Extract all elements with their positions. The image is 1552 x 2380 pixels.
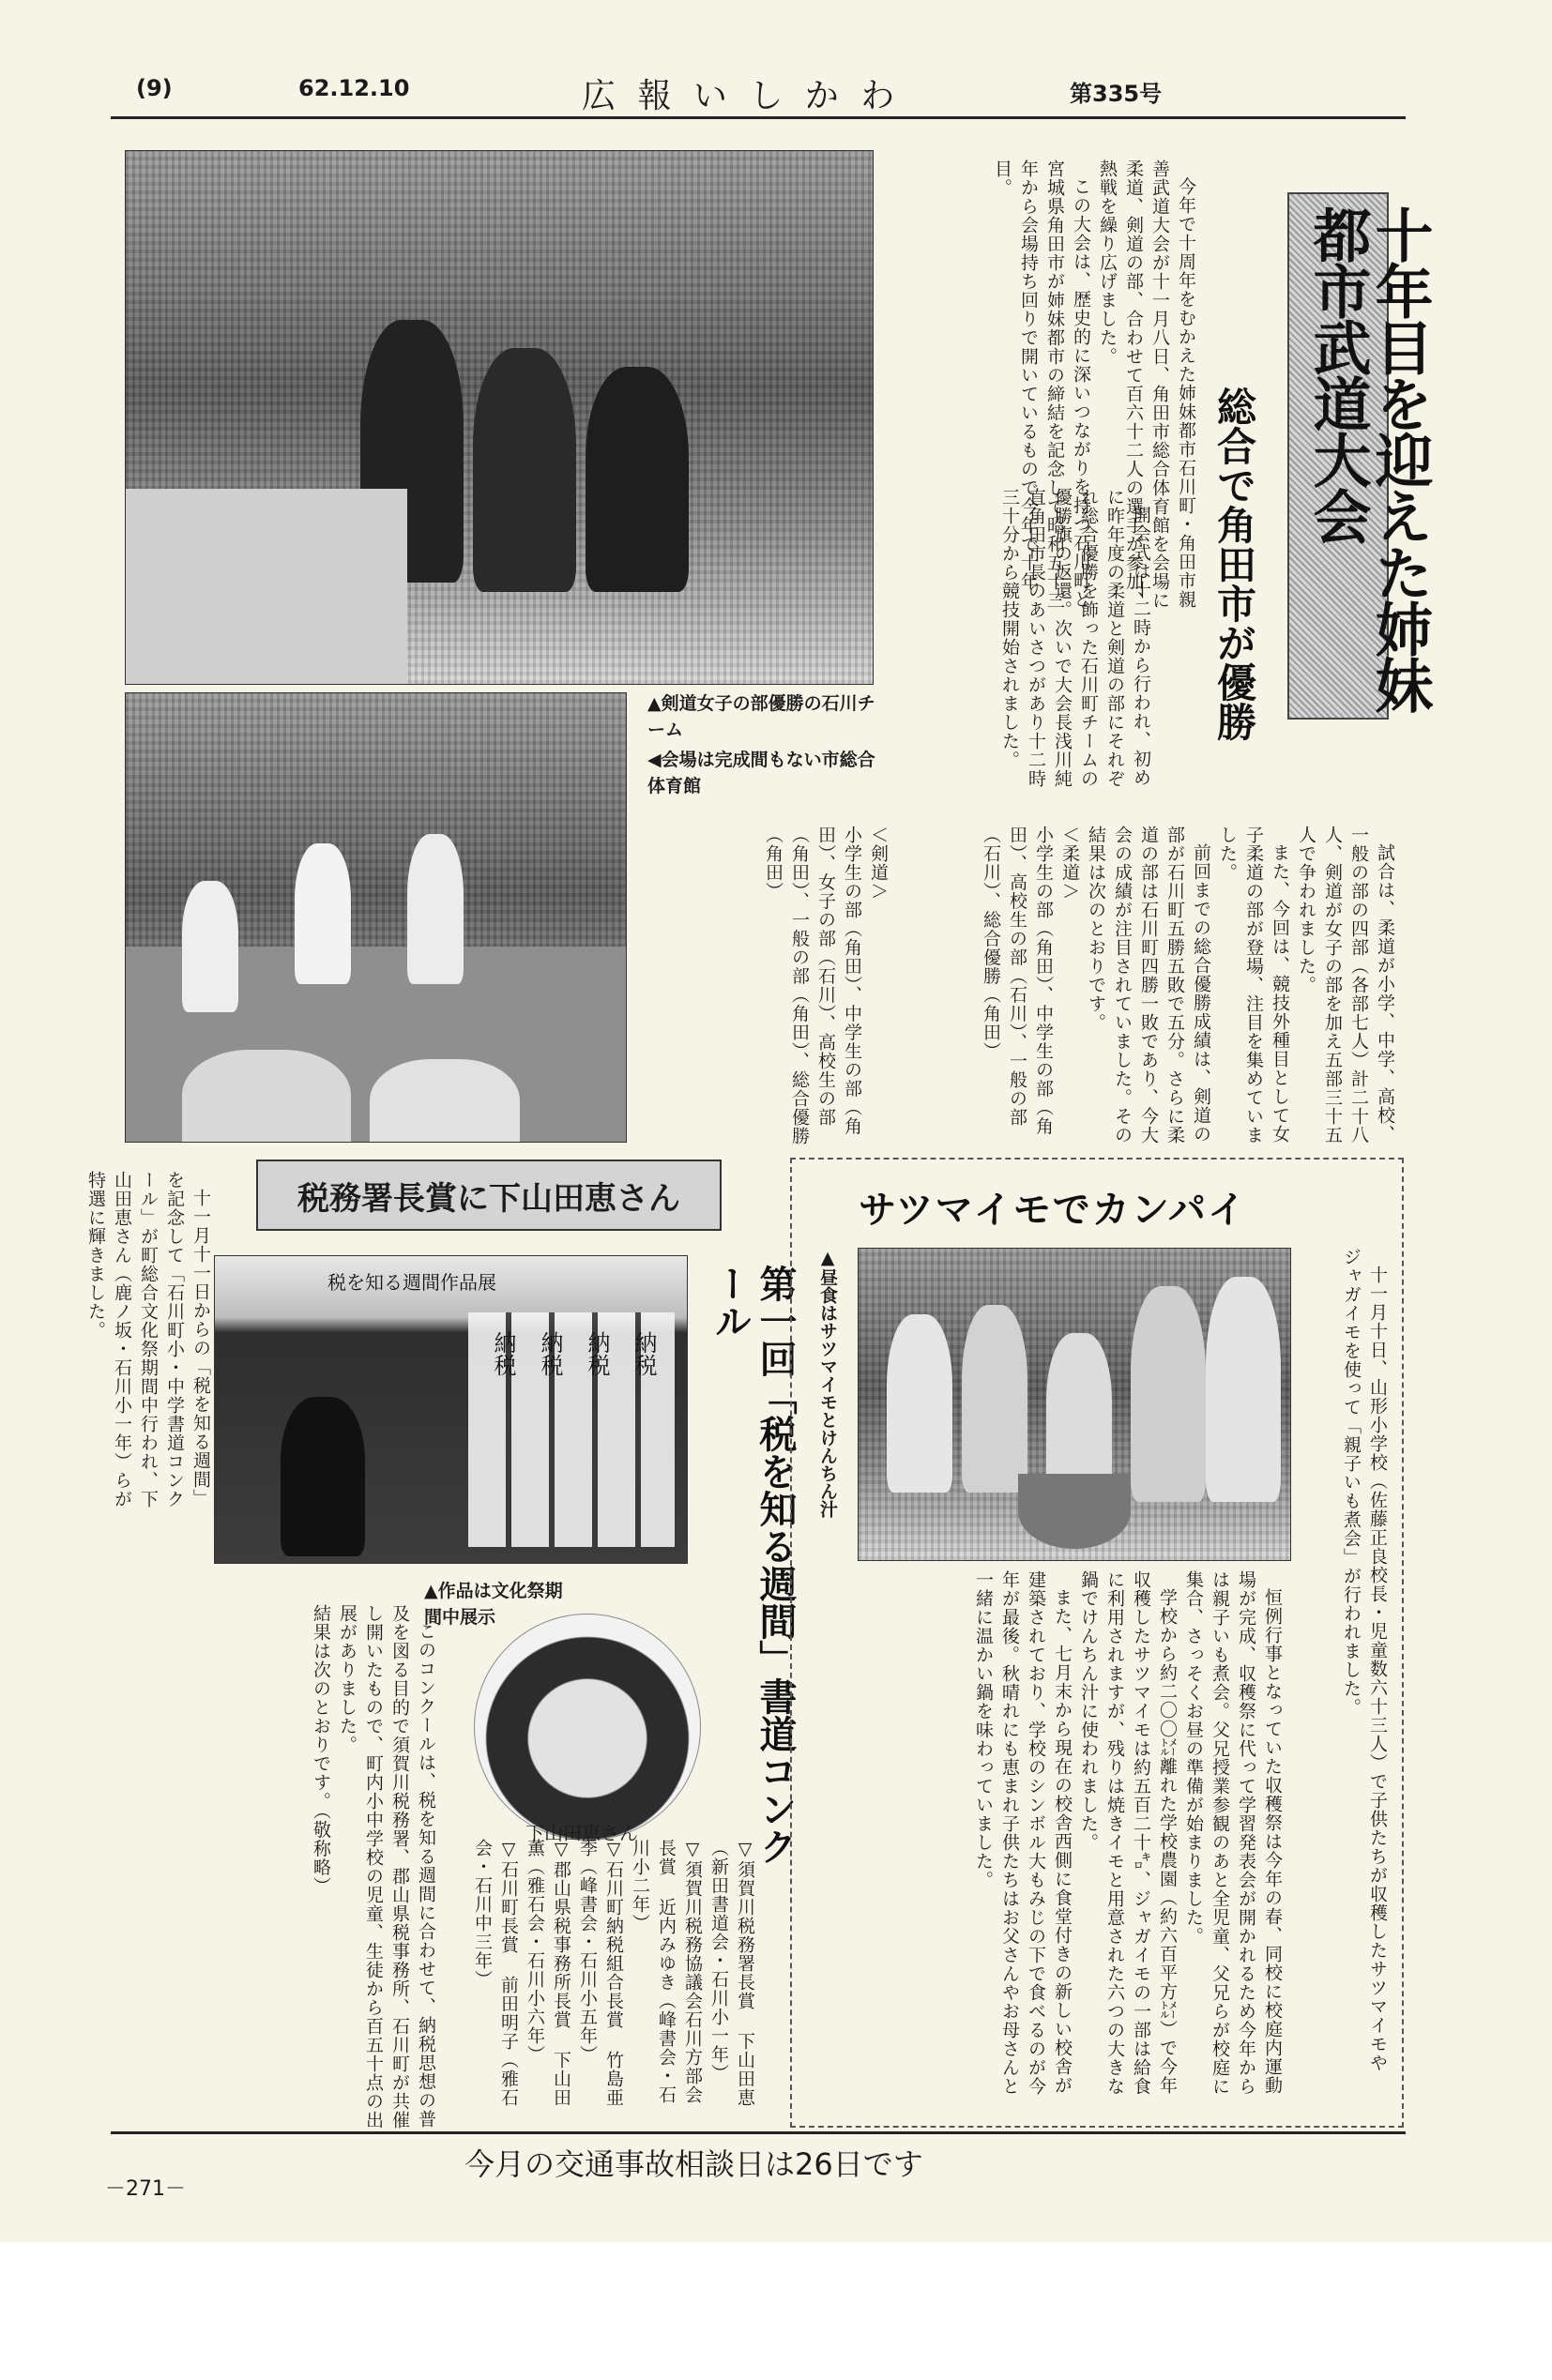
article1-body-lower-left <box>638 826 891 1154</box>
board-text: 納税 <box>631 1331 657 1376</box>
page-number-label: (9) <box>136 75 173 101</box>
article1-paragraph: 今年で十周年をむかえた姉妹都市石川町・角田市親善武道大会が十一月八日、角田市総合体育館を会場に柔道、剣道の部、合わせて百六十二人の選手が参加、熱戦を繰り広げました。 <box>1097 159 1196 610</box>
page-number: －271－ <box>105 2177 186 2201</box>
article3-paragraph: 学校から約二〇〇㍍離れた学校農園（約六百平方㍍）で今年収穫したサツマイモは約五百二十㌔、ジャガイモの一部は給食に利用されますが、残りは焼きイモと用意された六つの大きな鍋でけんちん汁に使われました。 <box>1078 1570 1178 2096</box>
gym-photo-caption: ◀会場は完成間もない市総合体育館 <box>647 750 875 796</box>
article1-body-middle <box>901 488 1154 788</box>
article3-body-intro <box>1297 1248 1391 2073</box>
article1-headline-box <box>1287 192 1434 720</box>
article1-paragraph: また、今回は、競技外種目として女子柔道の部が登場、注目を集めていました。 <box>1217 826 1290 1145</box>
award-entry: ▽石川町納税組合長賞 竹島亜季（峰書会・石川小五年） <box>577 1839 624 2107</box>
display-photo-caption: ▲作品は文化祭期間中展示 <box>424 1581 563 1628</box>
issue-date: 62.12.10 <box>298 75 410 101</box>
results-heading-kendo: ＜剣道＞ <box>868 826 889 901</box>
paper-name: 広 報 い し か わ <box>582 77 901 115</box>
article2-body-a <box>85 1171 214 1508</box>
award-entry: ▽石川町長賞 前田明子（雅石会・石川中三年） <box>472 1839 519 2107</box>
article2-paragraph: このコンクールは、税を知る週間に合わせて、納税思想の普及を図る目的で須賀川税務署、郡山県税事務所、石川町が共催し開いたもので、町内小中学校の児童、生徒から百五十点の出展がありました。 <box>337 1604 436 2130</box>
kendo-team-photo <box>125 150 874 685</box>
board-text: 納税 <box>490 1331 516 1376</box>
article2-body-b <box>158 1604 439 2130</box>
sweet-potato-photo <box>858 1248 1291 1561</box>
award-entry: ▽須賀川税務署長賞 下山田恵（新田書道会・石川小一年） <box>708 1839 755 2107</box>
article3-paragraph: 恒例行事となっていた収穫祭は今年の春、同校に校庭内運動場が完成、収穫祭に代って学習発表会が開かれるため今年からは親子いも煮会。父兄授業参観のあと全児童、父兄らが校庭に集合、さっそくお昼の準備が始まりました。 <box>1183 1570 1283 2096</box>
article3-paragraph: 十一月十日、山形小学校（佐藤正良校長・児童数六十三人）で子供たちが収穫したサツマイモやジャガイモを使って「親子いも煮会」が行われました。 <box>1341 1248 1388 2072</box>
article2-paragraph: 十一月十一日からの「税を知る週間」を記念して「石川町小・中学書道コンクール」が町総合文化祭期間中行われ、下山田恵さん（鹿ノ坂・石川小一年）らが特選に輝きました。 <box>85 1171 211 1508</box>
scan-margin <box>0 2242 1552 2380</box>
article1-paragraph: 試合は、柔道が小学、中学、高校、一般の部の四部（各部七人）計二十八人、剣道が女子の部を加え五部三十五人で争われました。 <box>1296 826 1395 1145</box>
article1-headline: 十年目を迎えた姉妹都市武道大会 <box>1303 205 1434 712</box>
board-text: 納税 <box>584 1331 610 1376</box>
award-entry: ▽郡山県税事務所長賞 下山田薫（雅石会・石川小六年） <box>525 1839 571 2107</box>
portrait-photo <box>474 1614 701 1841</box>
tax-award-banner: 税務署長賞に下山田恵さん <box>256 1160 722 1231</box>
footer-rule <box>111 2131 1406 2134</box>
article1-subheadline: 総合で角田市が優勝 <box>1211 387 1257 741</box>
article2-headline: 第一回「税を知る週間」書道コンクール <box>708 1265 797 1865</box>
board-text: 納税 <box>537 1331 563 1376</box>
traffic-consultation-notice: 今月の交通事故相談日は26日です <box>464 2146 923 2182</box>
article1-paragraph: 前回までの総合優勝成績は、剣道の部が石川町五勝五敗で五分。さらに柔道の部は石川町四勝一敗であり、今大会の成績が注目されていました。その結果は次のとおりです。 <box>1086 826 1211 1145</box>
results-judo: 小学生の部（角田）、中学生の部（角田）、高校生の部（石川）、一般の部（石川）、総合優勝（角田） <box>981 826 1054 1136</box>
article3-photo-caption: ▲昼食はサツマイモとけんちん汁 <box>817 1248 838 1518</box>
issue-number: 第335号 <box>1070 81 1163 107</box>
results-kendo: 小学生の部（角田）、中学生の部（角田）、女子の部（石川）、高校生の部（角田）、一般の部（角田）、総合優勝（角田） <box>763 826 862 1145</box>
article2-results <box>449 1839 758 2120</box>
calligraphy-display-photo <box>214 1255 688 1564</box>
article2-paragraph: 結果は次のとおりです。（敬称略） <box>311 1604 331 1896</box>
results-heading-judo: ＜柔道＞ <box>1059 826 1080 901</box>
article1-paragraph: この大会は、歴史的に深いつながりを持つ石川町と宮城県角田市が姉妹都市の締結を記念して昭和五十三年から会場持ち回りで開いているもので今年で十年目。 <box>992 159 1091 610</box>
kendo-photo-caption: ▲剣道女子の部優勝の石川チーム <box>647 693 875 740</box>
display-title: 税を知る週間作品展 <box>327 1271 496 1294</box>
article3-body-main <box>826 1570 1286 2096</box>
masthead-rule <box>111 116 1406 119</box>
judo-gym-photo <box>125 692 627 1143</box>
award-entry: ▽須賀川税務協議会石川方部会長賞 近内みゆき（峰書会・石川小二年） <box>630 1839 703 2104</box>
article3-paragraph: また、七月末から現在の校舎西側に食堂付きの新しい校舎が建築されており、学校のシンボル大もみじの下で食べるのが今年が最後。秋晴れにも恵まれ子供たちはお父さんやお母さんと一緒に温かい鍋を味わっていました。 <box>973 1570 1073 2096</box>
article3-headline: サツマイモでカンパイ <box>859 1189 1247 1232</box>
portrait-caption: 下山田恵さん <box>525 1822 638 1844</box>
article1-paragraph: 開会式は十二時から行われ、初めに昨年度の柔道と剣道の部にそれぞれ総合優勝を飾った石川町チームの優勝旗の返還。次いで大会長浅川純直角田市長のあいさつがあり十二時三十分から競技開始されました。 <box>999 488 1151 788</box>
article1-body-lower-right <box>910 826 1398 1154</box>
